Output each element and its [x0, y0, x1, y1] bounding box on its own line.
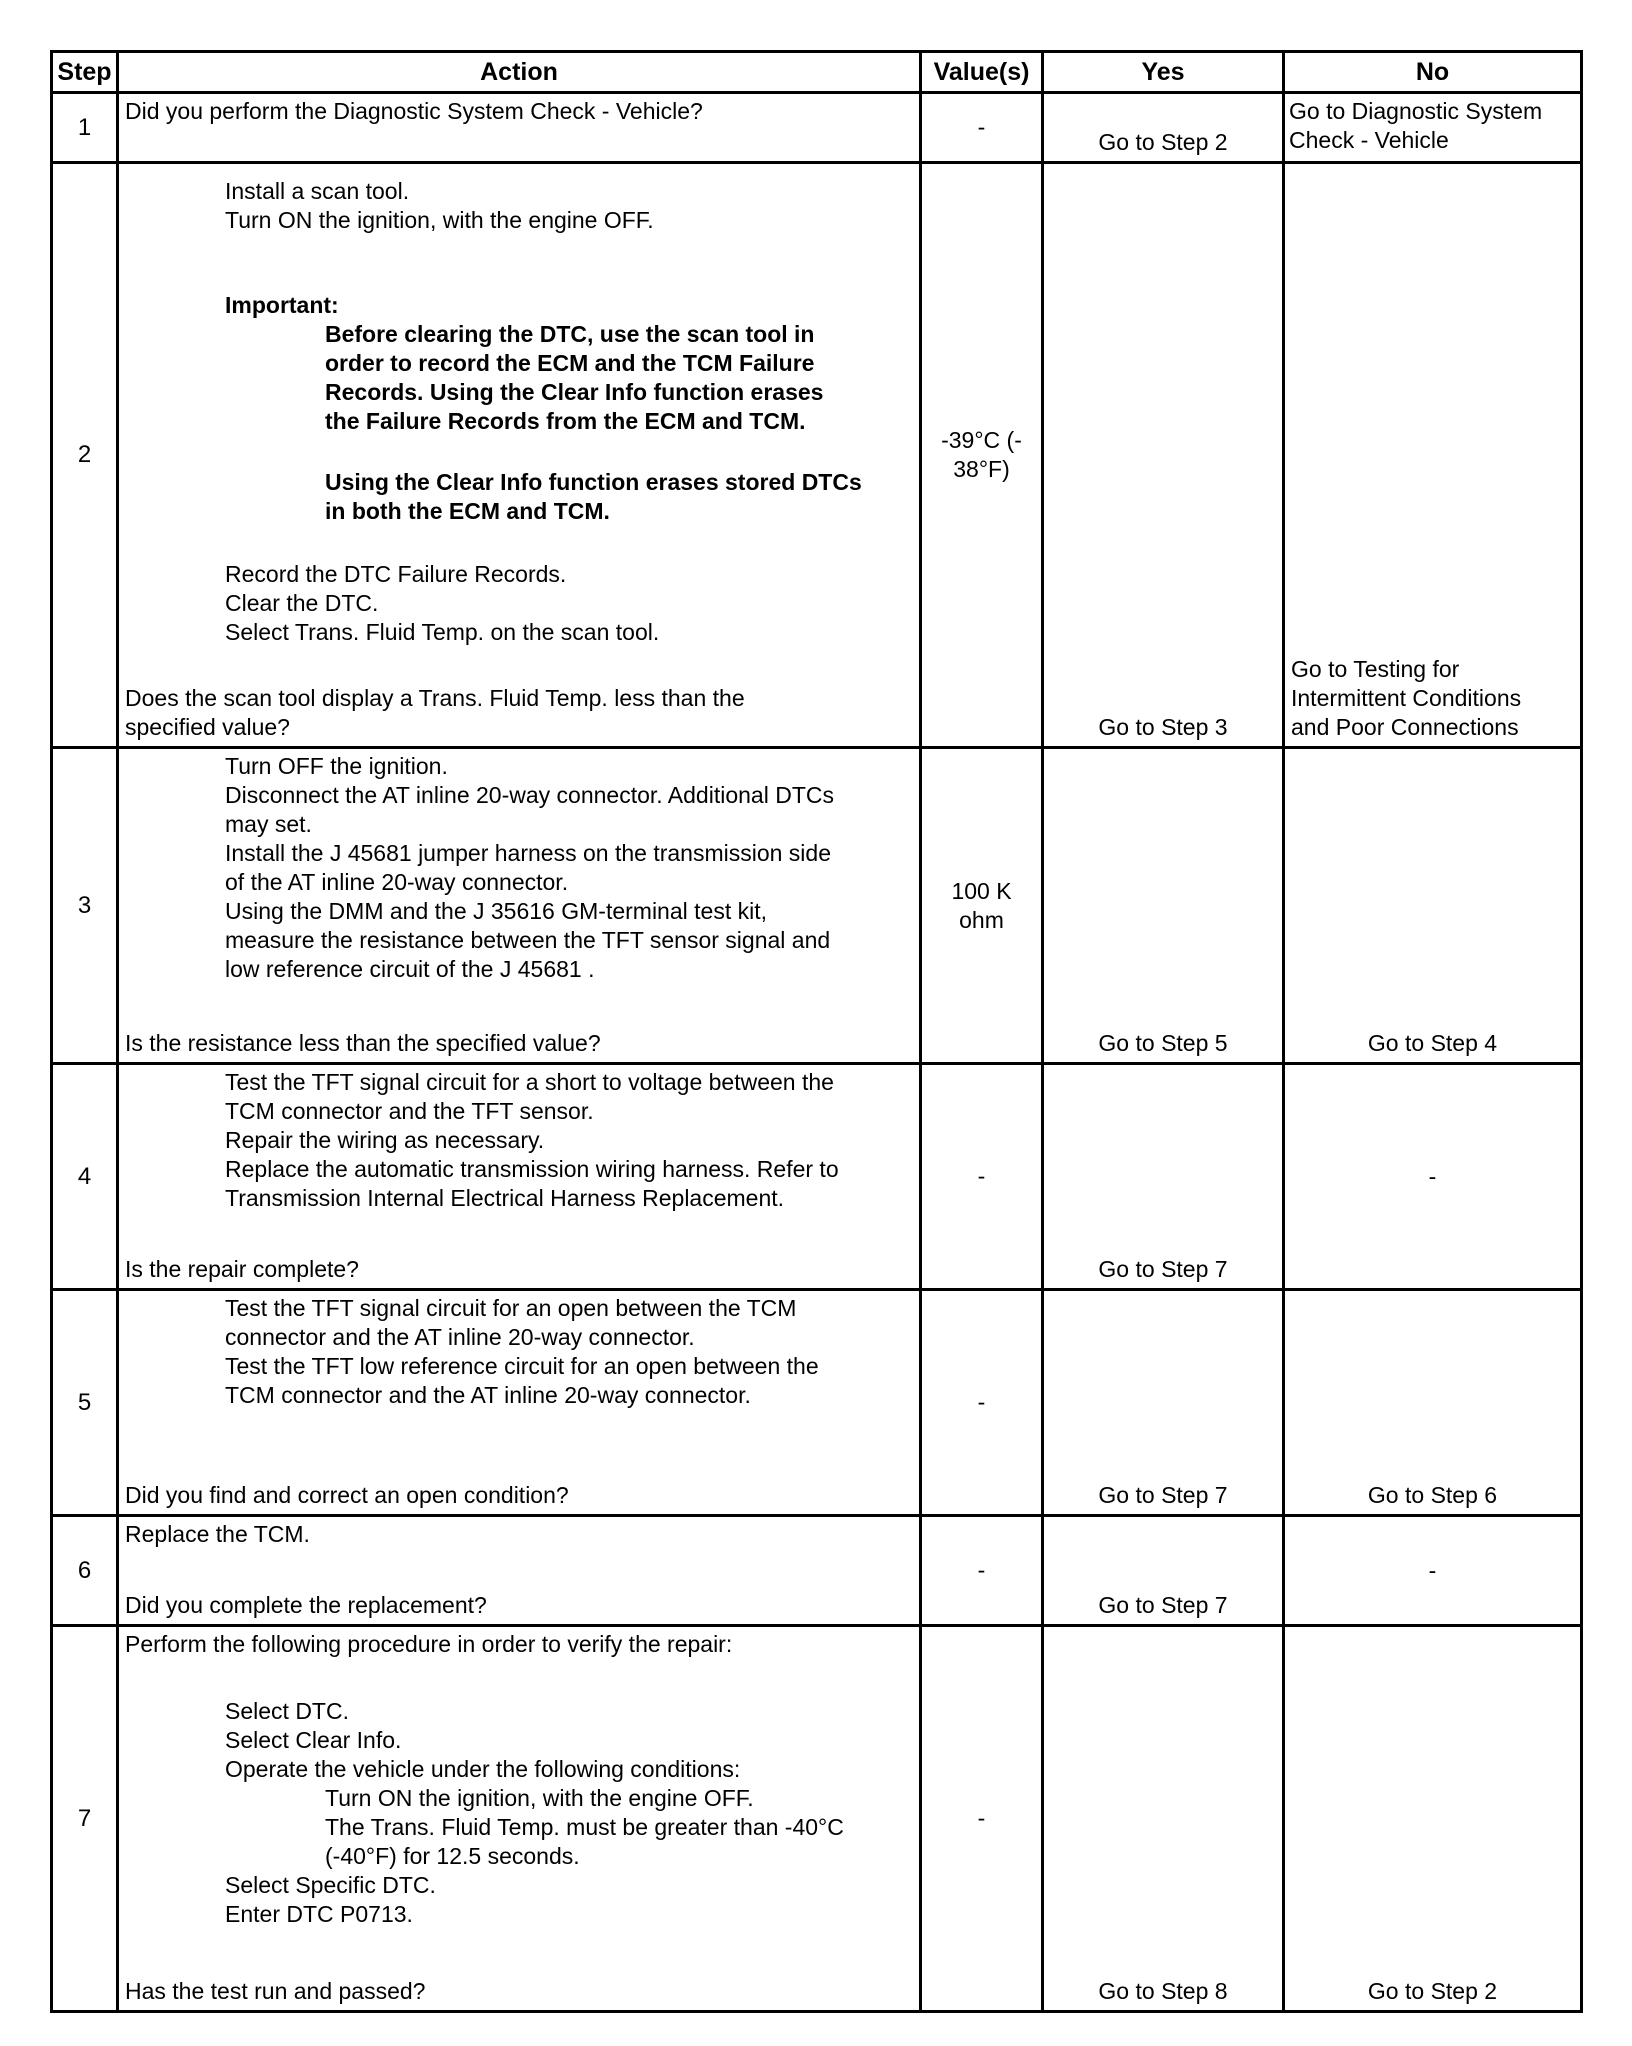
- action-line: Select DTC.: [225, 1698, 349, 1724]
- important-line: Using the Clear Info function erases stored DTCs: [325, 469, 862, 495]
- yes-action: Go to Step 7: [1098, 1592, 1228, 1618]
- action-question: Does the scan tool display a Trans. Fluid Temp. less than the specified value?: [125, 685, 745, 740]
- action-cell: [118, 748, 921, 1064]
- action-line: connector and the AT inline 20-way connector.: [225, 1324, 695, 1350]
- action-line: Install a scan tool.: [225, 178, 410, 204]
- action-line: Disconnect the AT inline 20-way connector. Additional DTCs: [225, 782, 834, 808]
- action-line: Install the J 45681 jumper harness on the transmission side: [225, 840, 831, 866]
- important-line: Before clearing the DTC, use the scan tool in: [325, 321, 815, 347]
- action-subline: (-40°F) for 12.5 seconds.: [325, 1843, 580, 1869]
- important-label: Important:: [225, 292, 339, 318]
- value-cell: 100 K ohm: [921, 748, 1043, 1064]
- header-step: Step: [52, 52, 118, 93]
- table-row: [52, 748, 1582, 1064]
- action-line: Using the DMM and the J 35616 GM-terminal test kit,: [225, 898, 767, 924]
- action-question: Did you find and correct an open condition?: [125, 1482, 569, 1508]
- action-question: Is the repair complete?: [125, 1256, 359, 1282]
- yes-action: Go to Step 2: [1098, 129, 1228, 155]
- action-line: Test the TFT low reference circuit for an open between the: [225, 1353, 819, 1379]
- header-no: No: [1284, 52, 1582, 93]
- step-number: 7: [52, 1626, 118, 2012]
- important-line: Records. Using the Clear Info function erases: [325, 379, 824, 405]
- action-question: Did you perform the Diagnostic System Check - Vehicle?: [125, 98, 703, 124]
- diagnostic-table: [50, 50, 1583, 2013]
- step-number: 4: [52, 1064, 118, 1290]
- no-cell: [1284, 163, 1582, 748]
- no-cell: [1284, 93, 1582, 163]
- header-row: [52, 52, 1582, 93]
- action-question: Did you complete the replacement?: [125, 1592, 487, 1618]
- header-yes: Yes: [1043, 52, 1284, 93]
- action-subline: The Trans. Fluid Temp. must be greater than -40°C: [325, 1814, 844, 1840]
- action-line: TCM connector and the AT inline 20-way connector.: [225, 1382, 751, 1408]
- header-action: Action: [118, 52, 921, 93]
- action-line: Enter DTC P0713.: [225, 1901, 413, 1927]
- important-line: order to record the ECM and the TCM Failure: [325, 350, 815, 376]
- action-line: Operate the vehicle under the following conditions:: [225, 1756, 741, 1782]
- no-cell: [1284, 1290, 1582, 1516]
- yes-cell: [1043, 748, 1284, 1064]
- action-line: Turn ON the ignition, with the engine OFF.: [225, 207, 654, 233]
- no-action: Go to Step 4: [1367, 1030, 1498, 1056]
- yes-action: Go to Step 7: [1098, 1482, 1228, 1508]
- action-line: low reference circuit of the J 45681 .: [225, 956, 595, 982]
- action-line: Record the DTC Failure Records.: [225, 561, 567, 587]
- table-row: [52, 1516, 1582, 1626]
- yes-cell: [1043, 163, 1284, 748]
- table-row: [52, 1626, 1582, 2012]
- no-action: Go to Testing for Intermittent Conditions and Poor Connections: [1291, 656, 1522, 740]
- no-action: Go to Step 2: [1367, 1978, 1498, 2004]
- table-row: [52, 163, 1582, 748]
- table-row: [52, 1290, 1582, 1516]
- action-question: Is the resistance less than the specified value?: [125, 1030, 601, 1056]
- yes-cell: [1043, 1516, 1284, 1626]
- action-line: Turn OFF the ignition.: [225, 753, 448, 779]
- no-cell: [1284, 1064, 1582, 1290]
- action-cell: [118, 1626, 921, 2012]
- action-line: Perform the following procedure in order to verify the repair:: [125, 1631, 733, 1657]
- yes-action: Go to Step 5: [1098, 1030, 1228, 1056]
- action-line: measure the resistance between the TFT sensor signal and: [225, 927, 831, 953]
- action-line: Select Clear Info.: [225, 1727, 402, 1753]
- important-line: the Failure Records from the ECM and TCM.: [325, 408, 806, 434]
- action-line: Repair the wiring as necessary.: [225, 1127, 545, 1153]
- no-cell: [1284, 1626, 1582, 2012]
- no-cell: [1284, 748, 1582, 1064]
- no-action-line: Check - Vehicle: [1289, 127, 1449, 153]
- action-cell: [118, 93, 921, 163]
- yes-cell: [1043, 93, 1284, 163]
- action-line: Clear the DTC.: [225, 590, 379, 616]
- value-cell: -: [921, 1290, 1043, 1516]
- action-cell: [118, 1516, 921, 1626]
- action-line: Replace the automatic transmission wiring harness. Refer to: [225, 1156, 839, 1182]
- header-values: Value(s): [921, 52, 1043, 93]
- value-cell: -: [921, 93, 1043, 163]
- step-number: 5: [52, 1290, 118, 1516]
- action-line: Test the TFT signal circuit for an open between the TCM: [225, 1295, 797, 1321]
- no-action-line: Go to Diagnostic System: [1289, 98, 1543, 124]
- action-question: Has the test run and passed?: [125, 1978, 426, 2004]
- value-cell: -39°C (- 38°F): [921, 163, 1043, 748]
- yes-action: Go to Step 8: [1098, 1978, 1228, 2004]
- no-action: -: [1428, 1557, 1437, 1583]
- step-number: 2: [52, 163, 118, 748]
- yes-cell: [1043, 1290, 1284, 1516]
- step-number: 6: [52, 1516, 118, 1626]
- value-cell: -: [921, 1626, 1043, 2012]
- action-line: may set.: [225, 811, 312, 837]
- action-line: Select Trans. Fluid Temp. on the scan tool.: [225, 619, 660, 645]
- no-cell: [1284, 1516, 1582, 1626]
- action-subline: Turn ON the ignition, with the engine OFF.: [325, 1785, 754, 1811]
- table-row: [52, 93, 1582, 163]
- action-line: Transmission Internal Electrical Harness Replacement.: [225, 1185, 785, 1211]
- no-action: -: [1428, 1163, 1437, 1189]
- action-line: Replace the TCM.: [125, 1521, 310, 1547]
- step-number: 1: [52, 93, 118, 163]
- action-line: of the AT inline 20-way connector.: [225, 869, 569, 895]
- value-cell: -: [921, 1064, 1043, 1290]
- yes-action: Go to Step 3: [1098, 714, 1228, 740]
- action-cell: [118, 163, 921, 748]
- yes-cell: [1043, 1064, 1284, 1290]
- step-number: 3: [52, 748, 118, 1064]
- yes-action: Go to Step 7: [1098, 1256, 1228, 1282]
- action-line: Select Specific DTC.: [225, 1872, 436, 1898]
- action-line: Test the TFT signal circuit for a short to voltage between the: [225, 1069, 834, 1095]
- action-cell: [118, 1064, 921, 1290]
- action-line: TCM connector and the TFT sensor.: [225, 1098, 594, 1124]
- value-cell: -: [921, 1516, 1043, 1626]
- no-action: Go to Step 6: [1367, 1482, 1498, 1508]
- action-cell: [118, 1290, 921, 1516]
- yes-cell: [1043, 1626, 1284, 2012]
- important-line: in both the ECM and TCM.: [325, 498, 610, 524]
- table-row: [52, 1064, 1582, 1290]
